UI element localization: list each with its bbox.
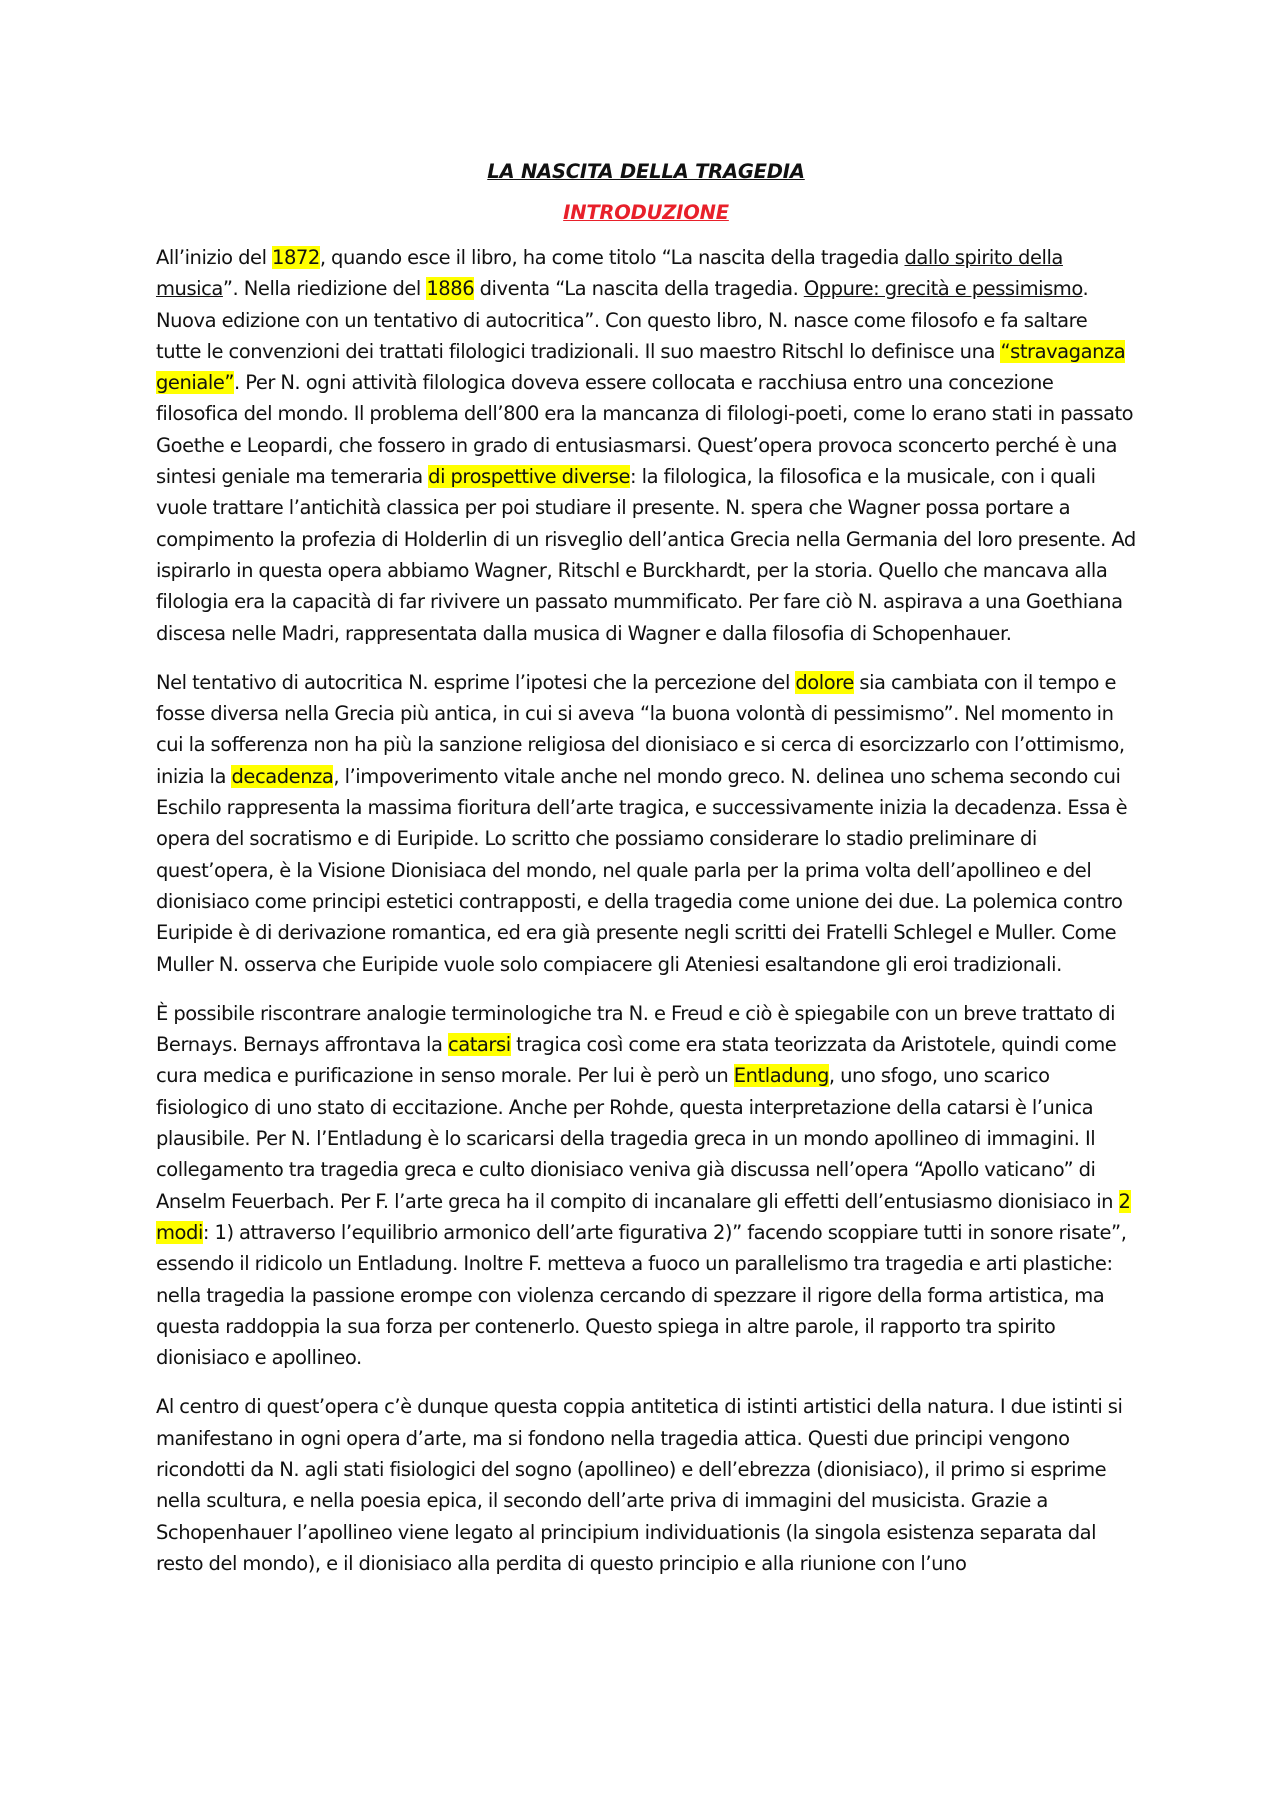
text-run: Nel tentativo di autocritica N. esprime l’ipotesi che la percezione del <box>156 670 796 694</box>
underlined-text: Oppure: grecità e pessimismo <box>803 277 1083 301</box>
highlighted-text: “stravaganza geniale” <box>156 339 1126 395</box>
text-run: , uno sfogo, uno scarico fisiologico di uno stato di eccitazione. Anche per Rohde, questa interpretazione della catarsi è l’unica plausibile. Per N. l’Entladung è lo scaricarsi della tragedia greca in un mondo apollineo di immagini. Il collegamento tra tragedia greca e culto dionisiaco veniva già discussa nell’opera “Apollo vaticano” di Anselm Feuerbach. Per F. l’arte greca ha il compito di incanalare gli effetti dell’entusiasmo dionisiaco in <box>156 1064 1119 1213</box>
text-run: . Nuova edizione con un tentativo di autocritica”. Con questo libro, N. nasce come filosofo e fa saltare tutte le convenzioni dei trattati filologici tradizionali. Il suo maestro Ritschl lo definisce una <box>156 277 1089 363</box>
text-run: Al centro di quest’opera c’è dunque questa coppia antitetica di istinti artistici della natura. I due istinti si manifestano in ogni opera d’arte, ma si fondono nella tragedia attica. Questi due principi vengono ricondotti da N. agli stati fisiologici del sogno (apollineo) e dell’ebrezza (dionisiaco), il primo si esprime nella scultura, e nella poesia epica, il secondo dell’arte priva di immagini del musicista. Grazie a Schopenhauer l’apollineo viene legato al principium individuationis (la singola esistenza separata dal resto del mondo), e il dionisiaco alla perdita di questo principio e alla riunione con l’uno <box>156 1395 1123 1575</box>
text-run: tragica così come era stata teorizzata da Aristotele, quindi come cura medica e purificazione in senso morale. Per lui è però un <box>156 1033 1117 1088</box>
highlighted-text: 2 modi <box>156 1189 1131 1244</box>
text-run: All’inizio del <box>156 246 272 269</box>
underlined-text: dallo spirito della musica <box>156 246 1063 301</box>
paragraph-2 <box>156 667 1136 980</box>
section-heading: INTRODUZIONE <box>563 201 729 224</box>
text-run: : la filologica, la filosofica e la musicale, con i quali vuole trattare l’antichità classica per poi studiare il presente. N. spera che Wagner possa portare a compimento la profezia di Holderlin di un risveglio dell’antica Grecia nella Germania del loro presente. Ad ispirarlo in questa opera abbiamo Wagner, Ritschl e Burckhardt, per la storia. Quello che mancava alla filologia era la capacità di far rivivere un passato mummificato. Per fare ciò N. aspirava a una Goethiana discesa nelle Madri, rappresentata dalla musica di Wagner e dalla filosofia di Schopenhauer. <box>156 465 1136 645</box>
highlighted-text: decadenza <box>231 764 334 788</box>
highlighted-text: 1872 <box>272 246 320 269</box>
text-run: ”. Nella riedizione del <box>222 277 427 301</box>
highlighted-text: Entladung <box>733 1064 829 1088</box>
paragraph-4 <box>156 1391 1136 1579</box>
text-run: . Per N. ogni attività filologica doveva essere collocata e racchiusa entro una concezione filosofica del mondo. Il problema dell’800 era la mancanza di filologi-poeti, come lo erano stati in passato Goethe e Leopardi, che fossero in grado di entusiasmarsi. Quest’opera provoca sconcerto perché è una sintesi geniale ma temeraria <box>156 371 1134 489</box>
paragraph-1 <box>156 242 1136 649</box>
document-body <box>156 156 1136 1597</box>
paragraph-3 <box>156 998 1136 1374</box>
highlighted-text: catarsi <box>447 1033 511 1057</box>
text-run: , quando esce il libro, ha come titolo “La nascita della tragedia <box>319 246 905 269</box>
highlighted-text: 1886 <box>426 277 475 301</box>
document-title: LA NASCITA DELLA TRAGEDIA <box>487 160 805 183</box>
text-run: : 1) attraverso l’equilibrio armonico dell’arte figurativa 2)” facendo scoppiare tutti in sonore risate”, essendo il ridicolo un Entladung. Inoltre F. metteva a fuoco un parallelismo tra tragedia e arti plastiche: nella tragedia la passione erompe con violenza cercando di spezzare il rigore della forma artistica, ma questa raddoppia la sua forza per contenerlo. Questo spiega in altre parole, il rapporto tra spirito dionisiaco e apollineo. <box>156 1220 1127 1370</box>
text-run: sia cambiata con il tempo e fosse diversa nella Grecia più antica, in cui si aveva “la buona volontà di pessimismo”. Nel momento in cui la sofferenza non ha più la sanzione religiosa del dionisiaco e si cerca di esorcizzarlo con l’ottimismo, inizia la <box>156 670 1125 788</box>
text-run: È possibile riscontrare analogie terminologiche tra N. e Freud e ciò è spiegabile con un breve trattato di Bernays. Bernays affrontava la <box>156 1001 1116 1057</box>
highlighted-text: di prospettive diverse <box>428 465 631 489</box>
highlighted-text: dolore <box>795 670 854 694</box>
text-run: diventa “La nascita della tragedia. <box>474 277 804 301</box>
text-run: , l’impoverimento vitale anche nel mondo greco. N. delinea uno schema secondo cui Eschilo rappresenta la massima fioritura dell’arte tragica, e successivamente inizia la decadenza. Essa è opera del socratismo e di Euripide. Lo scritto che possiamo considerare lo stadio preliminare di quest’opera, è la Visione Dionisiaca del mondo, nel quale parla per la prima volta dell’apollineo e del dionisiaco come principi estetici contrapposti, e della tragedia come unione dei due. La polemica contro Euripide è di derivazione romantica, ed era già presente negli scritti dei Fratelli Schlegel e Muller. Come Muller N. osserva che Euripide vuole solo compiacere gli Ateniesi esaltandone gli eroi tradizionali. <box>156 764 1128 976</box>
